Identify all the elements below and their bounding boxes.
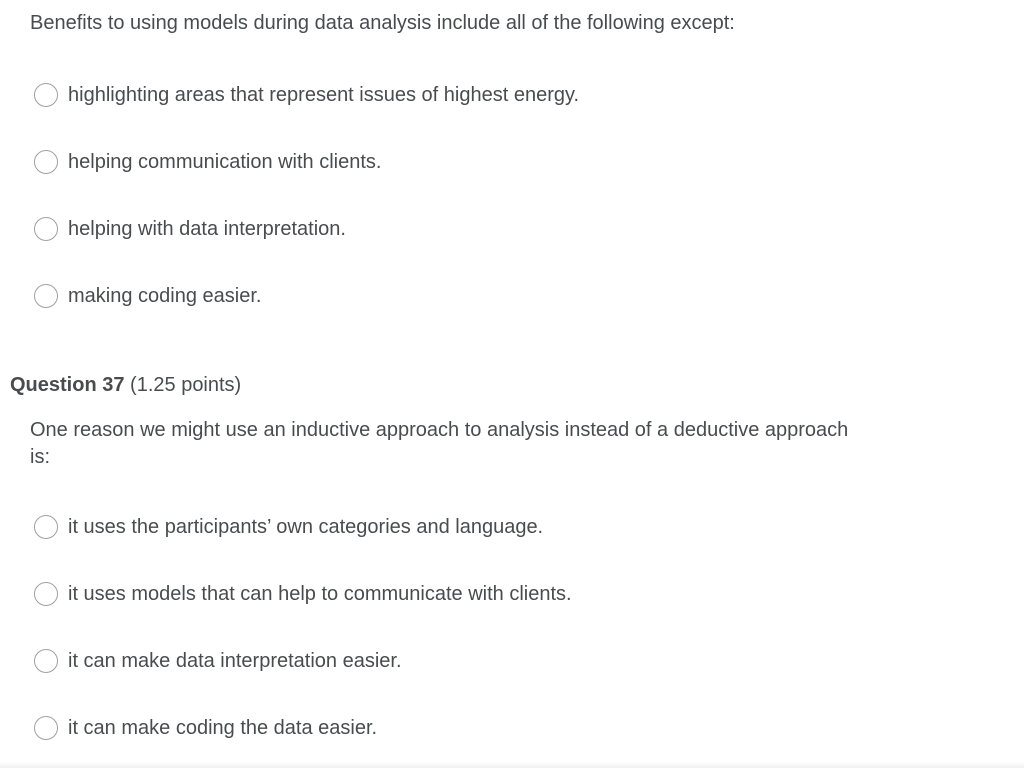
answer-label: making coding easier. <box>68 284 262 307</box>
radio-button[interactable] <box>34 582 58 606</box>
answer-option[interactable] <box>34 81 579 109</box>
answer-option[interactable] <box>34 513 543 541</box>
page-bottom-edge <box>0 762 1024 768</box>
radio-button[interactable] <box>34 217 58 241</box>
answer-label: it can make data interpretation easier. <box>68 649 402 672</box>
question-points: (1.25 points) <box>130 374 242 396</box>
radio-button[interactable] <box>34 83 58 107</box>
answer-option[interactable] <box>34 148 382 176</box>
answer-label: it uses the participants’ own categories and language. <box>68 515 544 538</box>
answer-option[interactable] <box>34 580 572 608</box>
answer-option[interactable] <box>34 647 402 675</box>
answer-label: helping communication with clients. <box>68 150 382 173</box>
radio-button[interactable] <box>34 716 58 740</box>
answer-option[interactable] <box>34 714 377 742</box>
question-header <box>10 372 241 399</box>
answer-option[interactable] <box>34 282 261 310</box>
answer-label: highlighting areas that represent issues of highest energy. <box>68 83 580 106</box>
radio-button[interactable] <box>34 649 58 673</box>
question-text: One reason we might use an inductive approach to analysis instead of a deductive approach is: <box>30 419 849 468</box>
radio-button[interactable] <box>34 150 58 174</box>
radio-button[interactable] <box>34 284 58 308</box>
answer-label: helping with data interpretation. <box>68 217 346 240</box>
question-number: Question 37 <box>10 374 125 396</box>
question-text: Benefits to using models during data analysis include all of the following except: <box>30 12 735 34</box>
answer-option[interactable] <box>34 215 346 243</box>
answer-label: it can make coding the data easier. <box>68 716 378 739</box>
answer-label: it uses models that can help to communicate with clients. <box>68 582 572 605</box>
radio-button[interactable] <box>34 515 58 539</box>
